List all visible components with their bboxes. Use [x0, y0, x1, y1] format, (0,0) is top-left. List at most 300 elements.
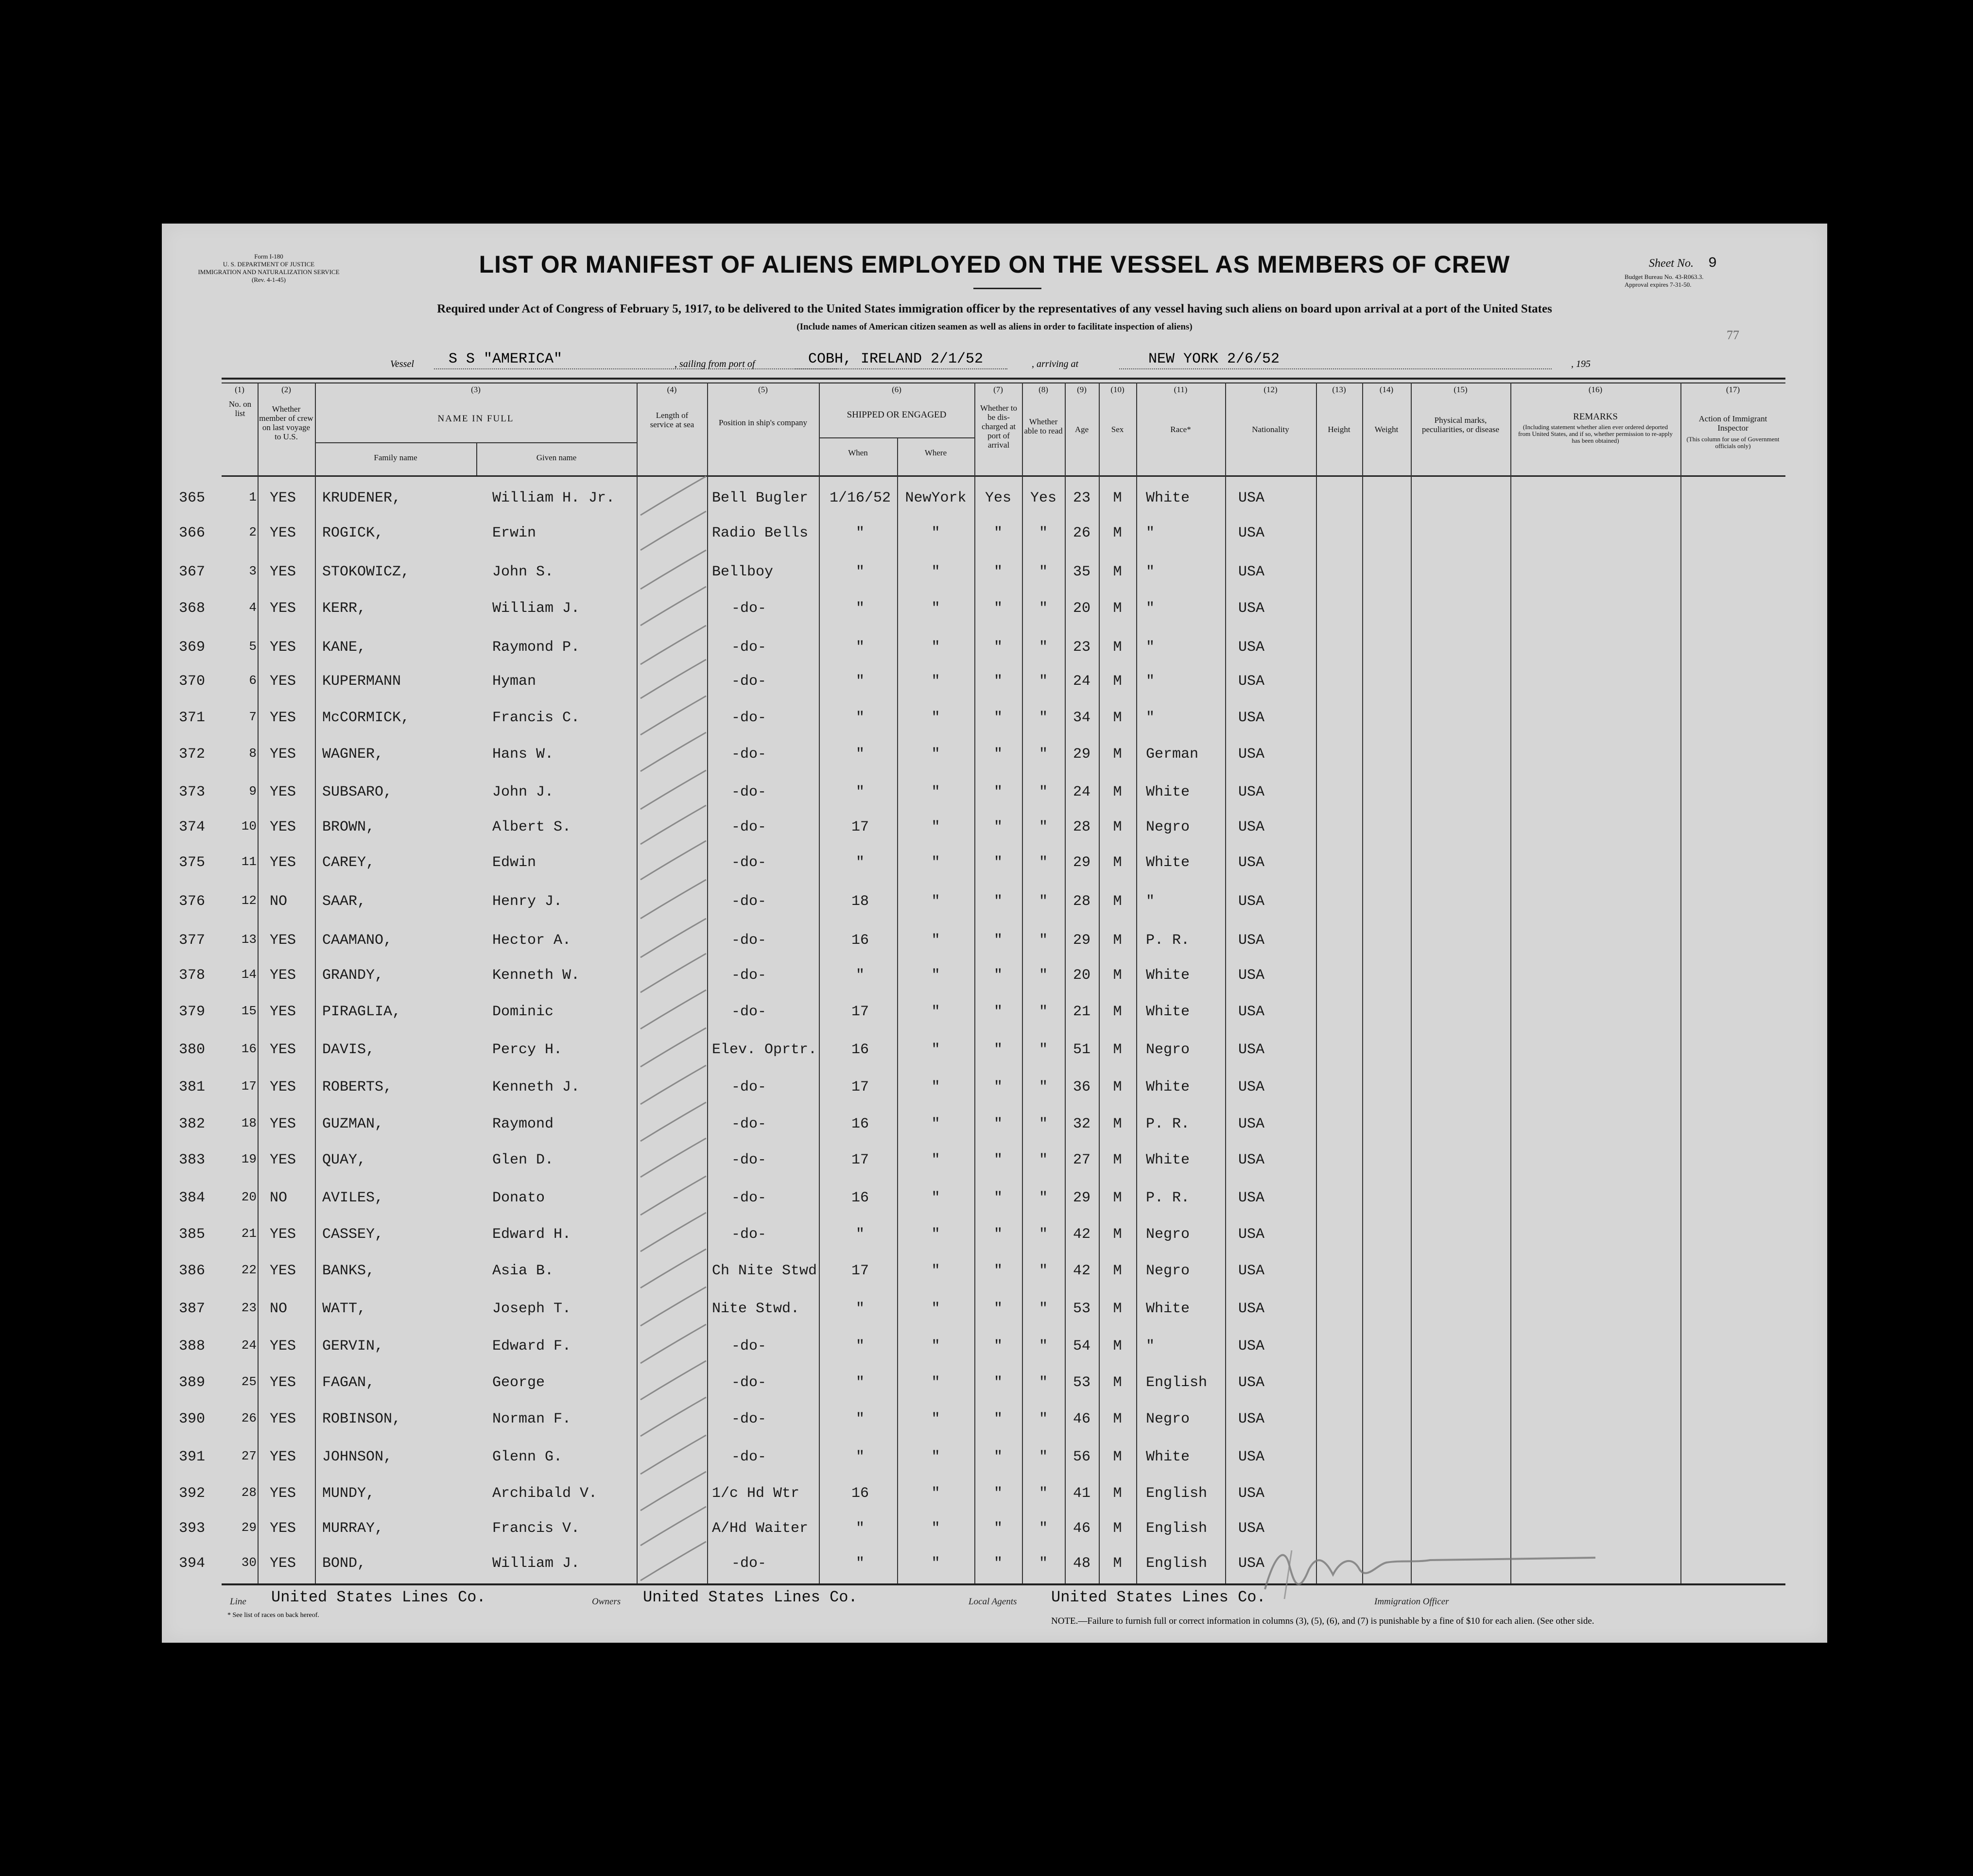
nationality: USA [1238, 1042, 1265, 1058]
given-name: John S. [492, 564, 554, 580]
pencil-slash [640, 476, 706, 515]
sex: M [1113, 1374, 1122, 1391]
form-number: Form I-180 [254, 253, 283, 260]
position: -do- [731, 784, 767, 800]
age: 36 [1073, 1079, 1090, 1095]
position: -do- [731, 710, 767, 726]
prev-voyage: YES [270, 1079, 296, 1095]
able-to-read: " [1038, 819, 1048, 835]
penalty-note: NOTE.—Failure to furnish full or correct information in columns (3), (5), (6), and (7) is punishable by a fine of $10 for each alien. (See other side. [1051, 1616, 1594, 1626]
race: White [1146, 854, 1190, 871]
pencil-slash [640, 1361, 706, 1400]
sex: M [1113, 893, 1122, 910]
discharged: " [993, 1004, 1003, 1020]
position: -do- [731, 1116, 767, 1132]
sex: M [1113, 1226, 1122, 1243]
list-number: 3 [249, 564, 257, 578]
agents-value: United States Lines Co. [1051, 1588, 1266, 1606]
discharged: " [993, 1301, 1003, 1317]
nationality: USA [1238, 967, 1265, 984]
able-to-read: " [1038, 600, 1048, 617]
position: -do- [731, 673, 767, 690]
age: 26 [1073, 525, 1090, 541]
col-num: (14) [1379, 385, 1394, 394]
serial-number: 382 [179, 1116, 206, 1132]
serial-number: 386 [179, 1263, 206, 1279]
able-to-read: " [1038, 1301, 1048, 1317]
given-name: Edward F. [492, 1338, 571, 1355]
position: -do- [731, 1449, 767, 1465]
serial-number: 370 [179, 673, 206, 690]
service: IMMIGRATION AND NATURALIZATION SERVICE [198, 268, 340, 276]
col-head-sex: Sex [1111, 425, 1124, 434]
able-to-read: " [1038, 854, 1048, 871]
race: White [1146, 784, 1190, 800]
sex: M [1113, 710, 1122, 726]
prev-voyage: YES [270, 1520, 296, 1537]
given-name: George [492, 1374, 545, 1391]
shipped-when: 17 [851, 1263, 869, 1279]
prev-voyage: YES [270, 1004, 296, 1020]
list-number: 25 [241, 1374, 257, 1389]
shipped-when: 17 [851, 819, 869, 835]
given-name: Norman F. [492, 1411, 571, 1427]
given-name: Donato [492, 1190, 545, 1206]
shipped-when: " [855, 1411, 865, 1427]
position: A/Hd Waiter [712, 1520, 809, 1537]
serial-number: 368 [179, 600, 206, 617]
able-to-read: " [1038, 1152, 1048, 1168]
shipped-when: " [855, 967, 865, 984]
approval-line: Approval expires 7-31-50. [1625, 281, 1692, 288]
shipped-when: 17 [851, 1079, 869, 1095]
shipped-when: " [855, 1226, 865, 1243]
position: -do- [731, 746, 767, 763]
prev-voyage: YES [270, 710, 296, 726]
given-name: Kenneth J. [492, 1079, 580, 1095]
col-head-action: Action of Immigrant Inspector [1698, 414, 1767, 433]
able-to-read: " [1038, 1449, 1048, 1465]
serial-number: 365 [179, 490, 206, 506]
race: Negro [1146, 819, 1190, 835]
given-name: Glen D. [492, 1152, 554, 1168]
given-name: Edwin [492, 854, 537, 871]
col-num: (3) [471, 385, 481, 394]
given-name: John J. [492, 784, 554, 800]
pencil-slash [640, 625, 706, 664]
able-to-read: " [1038, 673, 1048, 690]
list-number: 20 [241, 1190, 257, 1204]
col-head-remarks-note: (Including statement whether alien ever ordered deported from United States, and if so, whether permission to re-apply has been obtained) [1518, 423, 1673, 444]
family-name: WATT, [322, 1301, 366, 1317]
discharged: " [993, 673, 1003, 690]
shipped-where: " [931, 639, 940, 656]
shipped-when: " [855, 854, 865, 871]
given-name: Francis V. [492, 1520, 580, 1537]
nationality: USA [1238, 854, 1265, 871]
age: 54 [1073, 1338, 1090, 1355]
pencil-slash [640, 696, 706, 735]
given-name: Asia B. [492, 1263, 554, 1279]
family-name: CASSEY, [322, 1226, 384, 1243]
able-to-read: " [1038, 967, 1048, 984]
department: U. S. DEPARTMENT OF JUSTICE [223, 261, 315, 268]
nationality: USA [1238, 932, 1265, 949]
nationality: USA [1238, 1263, 1265, 1279]
sex: M [1113, 1449, 1122, 1465]
serial-number: 391 [179, 1449, 206, 1465]
race: " [1146, 564, 1155, 580]
col-num: (12) [1263, 385, 1278, 394]
sex: M [1113, 1555, 1122, 1572]
shipped-when: " [855, 710, 865, 726]
family-name: ROBINSON, [322, 1411, 401, 1427]
col-head-height: Height [1328, 425, 1350, 434]
col-num: (15) [1454, 385, 1468, 394]
pencil-slash [640, 1138, 706, 1177]
nationality: USA [1238, 1555, 1265, 1572]
col-head-read: Whether able to read [1024, 417, 1063, 435]
shipped-where: " [931, 967, 940, 984]
serial-number: 393 [179, 1520, 206, 1537]
shipped-where: " [931, 1374, 940, 1391]
pencil-slash [640, 954, 706, 992]
shipped-where: " [931, 932, 940, 949]
discharged: " [993, 1485, 1003, 1502]
family-name: FAGAN, [322, 1374, 375, 1391]
age: 51 [1073, 1042, 1090, 1058]
list-number: 17 [241, 1079, 257, 1094]
discharged: " [993, 639, 1003, 656]
given-name: Erwin [492, 525, 537, 541]
position: -do- [731, 1152, 767, 1168]
position: -do- [731, 639, 767, 656]
discharged: " [993, 1116, 1003, 1132]
pencil-slash [640, 732, 706, 771]
shipped-where: " [931, 600, 940, 617]
col-num: (13) [1332, 385, 1346, 394]
family-name: MUNDY, [322, 1485, 375, 1502]
race: Negro [1146, 1411, 1190, 1427]
race: " [1146, 673, 1155, 690]
prev-voyage: YES [270, 1152, 296, 1168]
col-head-name: NAME IN FULL [437, 414, 514, 424]
family-name: MURRAY, [322, 1520, 384, 1537]
shipped-where: " [931, 564, 940, 580]
pencil-slash [640, 1507, 706, 1546]
position: -do- [731, 1079, 767, 1095]
shipped-where: NewYork [905, 490, 967, 506]
able-to-read: " [1038, 1555, 1048, 1572]
position: -do- [731, 1226, 767, 1243]
col-head-no: No. on list [228, 400, 252, 418]
given-name: Edward H. [492, 1226, 571, 1243]
age: 24 [1073, 673, 1090, 690]
shipped-when: 16 [851, 932, 869, 949]
agents-label: Local Agents [969, 1597, 1017, 1607]
corner-mark: 77 [1727, 328, 1739, 342]
shipped-when: " [855, 639, 865, 656]
discharged: " [993, 1152, 1003, 1168]
vessel-name: S S "AMERICA" [449, 351, 563, 367]
list-number: 19 [241, 1152, 257, 1166]
given-name: William J. [492, 600, 580, 617]
given-name: Joseph T. [492, 1301, 571, 1317]
able-to-read: " [1038, 1374, 1048, 1391]
shipped-when: " [855, 1301, 865, 1317]
prev-voyage: YES [270, 1411, 296, 1427]
prev-voyage: YES [270, 746, 296, 763]
list-number: 16 [241, 1042, 257, 1056]
discharged: " [993, 1555, 1003, 1572]
nationality: USA [1238, 746, 1265, 763]
list-number: 4 [249, 600, 257, 615]
col-head-shipped: SHIPPED OR ENGAGED [847, 410, 947, 420]
sex: M [1113, 746, 1122, 763]
serial-number: 390 [179, 1411, 206, 1427]
discharged: " [993, 1374, 1003, 1391]
given-name: Albert S. [492, 819, 571, 835]
shipped-where: " [931, 1411, 940, 1427]
prev-voyage: YES [270, 1116, 296, 1132]
list-number: 24 [241, 1338, 257, 1353]
shipped-where: " [931, 1485, 940, 1502]
given-name: Raymond P. [492, 639, 580, 656]
nationality: USA [1238, 1485, 1265, 1502]
list-number: 13 [241, 932, 257, 947]
prev-voyage: YES [270, 1374, 296, 1391]
discharged: " [993, 1226, 1003, 1243]
family-name: AVILES, [322, 1190, 384, 1206]
nationality: USA [1238, 1374, 1265, 1391]
discharged: " [993, 1520, 1003, 1537]
serial-number: 384 [179, 1190, 206, 1206]
arriving-label: , arriving at [1032, 359, 1079, 369]
nationality: USA [1238, 710, 1265, 726]
position: Ch Nite Stwd [712, 1263, 817, 1279]
age: 20 [1073, 967, 1090, 984]
col-num: (1) [235, 385, 244, 394]
col-head-service: Length of service at sea [650, 411, 694, 429]
family-name: SUBSARO, [322, 784, 393, 800]
sex: M [1113, 1004, 1122, 1020]
col-head-action-note: (This column for use of Government officials only) [1686, 435, 1780, 450]
serial-number: 366 [179, 525, 206, 541]
sex: M [1113, 1042, 1122, 1058]
shipped-where: " [931, 1301, 940, 1317]
serial-number: 379 [179, 1004, 206, 1020]
race: White [1146, 1079, 1190, 1095]
race: Negro [1146, 1226, 1190, 1243]
sheet-label: Sheet No. [1649, 257, 1694, 270]
vessel-label: Vessel [390, 359, 414, 369]
shipped-where: " [931, 1520, 940, 1537]
list-number: 18 [241, 1116, 257, 1130]
prev-voyage: YES [270, 673, 296, 690]
shipped-when: 16 [851, 1116, 869, 1132]
pencil-slash [640, 511, 706, 550]
serial-number: 387 [179, 1301, 206, 1317]
race: " [1146, 600, 1155, 617]
pencil-slash [640, 1102, 706, 1141]
age: 35 [1073, 564, 1090, 580]
col-num: (10) [1110, 385, 1125, 394]
race: German [1146, 746, 1199, 763]
prev-voyage: YES [270, 639, 296, 656]
list-number: 5 [249, 639, 257, 654]
given-name: Dominic [492, 1004, 554, 1020]
sex: M [1113, 967, 1122, 984]
age: 29 [1073, 1190, 1090, 1206]
nationality: USA [1238, 1338, 1265, 1355]
given-name: Kenneth W. [492, 967, 580, 984]
position: -do- [731, 600, 767, 617]
inspector-signature [1255, 1536, 1625, 1604]
age: 32 [1073, 1116, 1090, 1132]
list-number: 2 [249, 525, 257, 539]
nationality: USA [1238, 1190, 1265, 1206]
position: 1/c Hd Wtr [712, 1485, 800, 1502]
shipped-where: " [931, 1226, 940, 1243]
able-to-read: " [1038, 1042, 1048, 1058]
list-number: 28 [241, 1485, 257, 1500]
age: 53 [1073, 1301, 1090, 1317]
shipped-when: " [855, 1449, 865, 1465]
shipped-where: " [931, 1190, 940, 1206]
discharged: " [993, 932, 1003, 949]
given-name: Francis C. [492, 710, 580, 726]
list-number: 14 [241, 967, 257, 982]
discharged: " [993, 710, 1003, 726]
able-to-read: " [1038, 639, 1048, 656]
given-name: Henry J. [492, 893, 563, 910]
position: Elev. Oprtr. [712, 1042, 817, 1058]
serial-number: 371 [179, 710, 206, 726]
discharged: " [993, 1042, 1003, 1058]
race: " [1146, 639, 1155, 656]
serial-number: 388 [179, 1338, 206, 1355]
serial-number: 389 [179, 1374, 206, 1391]
list-number: 26 [241, 1411, 257, 1425]
sex: M [1113, 1411, 1122, 1427]
family-name: CAREY, [322, 854, 375, 871]
col-head-race: Race* [1170, 425, 1191, 434]
shipped-where: " [931, 1042, 940, 1058]
race: White [1146, 1449, 1190, 1465]
shipped-when: " [855, 1555, 865, 1572]
prev-voyage: NO [270, 893, 288, 910]
sex: M [1113, 490, 1122, 506]
pencil-slash [640, 660, 706, 698]
position: -do- [731, 1555, 767, 1572]
family-name: KERR, [322, 600, 366, 617]
discharged: " [993, 967, 1003, 984]
discharged: Yes [985, 490, 1011, 506]
page-title: LIST OR MANIFEST OF ALIENS EMPLOYED ON THE VESSEL AS MEMBERS OF CREW [479, 251, 1510, 278]
shipped-where: " [931, 819, 940, 835]
age: 41 [1073, 1485, 1090, 1502]
serial-number: 376 [179, 893, 206, 910]
prev-voyage: YES [270, 600, 296, 617]
shipped-when: 1/16/52 [829, 490, 891, 506]
shipped-where: " [931, 1338, 940, 1355]
age: 20 [1073, 600, 1090, 617]
age: 23 [1073, 490, 1090, 506]
sex: M [1113, 819, 1122, 835]
age: 42 [1073, 1263, 1090, 1279]
given-name: William H. Jr. [492, 490, 615, 506]
race: Negro [1146, 1263, 1190, 1279]
position: -do- [731, 1190, 767, 1206]
nationality: USA [1238, 784, 1265, 800]
shipped-when: " [855, 564, 865, 580]
serial-number: 383 [179, 1152, 206, 1168]
col-head-physical: Physical marks, peculiarities, or disease [1421, 416, 1500, 434]
sex: M [1113, 639, 1122, 656]
pencil-slash [640, 919, 706, 957]
serial-number: 367 [179, 564, 206, 580]
shipped-where: " [931, 710, 940, 726]
family-name: BOND, [322, 1555, 366, 1572]
shipped-where: " [931, 784, 940, 800]
position: Nite Stwd. [712, 1301, 800, 1317]
discharged: " [993, 784, 1003, 800]
prev-voyage: YES [270, 854, 296, 871]
prev-voyage: YES [270, 932, 296, 949]
serial-number: 372 [179, 746, 206, 763]
family-name: STOKOWICZ, [322, 564, 410, 580]
able-to-read: " [1038, 1263, 1048, 1279]
position: Bell Bugler [712, 490, 809, 506]
sex: M [1113, 1485, 1122, 1502]
pencil-slash [640, 841, 706, 880]
pencil-slash [640, 805, 706, 844]
sex: M [1113, 1116, 1122, 1132]
age: 28 [1073, 893, 1090, 910]
able-to-read: " [1038, 1004, 1048, 1020]
list-number: 6 [249, 673, 257, 688]
subtitle-note: (Include names of American citizen seamen as well as aliens in order to facilitate inspection of aliens) [796, 322, 1193, 332]
list-number: 15 [241, 1004, 257, 1018]
list-number: 21 [241, 1226, 257, 1241]
race: White [1146, 1152, 1190, 1168]
col-num: (16) [1588, 385, 1603, 394]
able-to-read: " [1038, 1226, 1048, 1243]
nationality: USA [1238, 639, 1265, 656]
given-name: Glenn G. [492, 1449, 563, 1465]
age: 46 [1073, 1520, 1090, 1537]
discharged: " [993, 600, 1003, 617]
shipped-when: " [855, 1338, 865, 1355]
serial-number: 369 [179, 639, 206, 656]
pencil-slash [640, 1213, 706, 1251]
able-to-read: " [1038, 1338, 1048, 1355]
nationality: USA [1238, 1226, 1265, 1243]
officer-label: Immigration Officer [1374, 1597, 1449, 1607]
prev-voyage: NO [270, 1190, 288, 1206]
sex: M [1113, 1338, 1122, 1355]
list-number: 23 [241, 1301, 257, 1315]
prev-voyage: YES [270, 564, 296, 580]
family-name: SAAR, [322, 893, 366, 910]
col-num: (9) [1077, 385, 1087, 394]
shipped-where: " [931, 1449, 940, 1465]
discharged: " [993, 564, 1003, 580]
col-head-remarks: REMARKS [1573, 412, 1618, 422]
able-to-read: " [1038, 1079, 1048, 1095]
race: English [1146, 1520, 1208, 1537]
sex: M [1113, 600, 1122, 617]
